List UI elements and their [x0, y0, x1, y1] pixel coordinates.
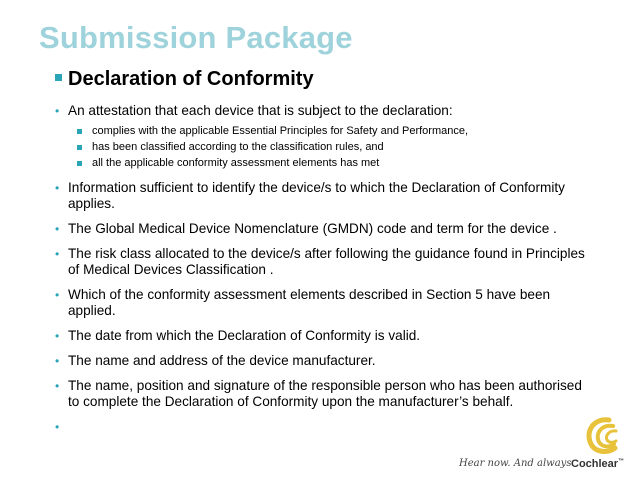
sub-bullet-text: has been classified according to the classification rules, and — [92, 141, 384, 153]
bullet-line: of Medical Devices Classification . — [68, 262, 274, 277]
sub-bullet-item — [50, 155, 620, 171]
trademark-symbol: ™ — [618, 458, 625, 465]
bullet-item — [50, 353, 620, 369]
bullet-dot-icon: • — [55, 247, 60, 261]
square-bullet-icon — [77, 145, 82, 150]
bullet-item — [50, 221, 620, 237]
bullet-item — [50, 287, 620, 319]
subtitle-text: Declaration of Conformity — [68, 68, 314, 90]
brand-footer — [455, 408, 638, 479]
slide-title: Submission Package — [39, 20, 353, 55]
sub-bullet-text: complies with the applicable Essential Principles for Safety and Performance, — [92, 125, 469, 137]
bullet-item — [50, 378, 620, 410]
bullet-item — [50, 103, 620, 119]
bullet-dot-icon: • — [55, 329, 60, 343]
square-bullet-icon — [77, 161, 82, 166]
bullet-line: to complete the Declaration of Conformity upon the manufacturer’s behalf. — [68, 394, 514, 409]
bullet-dot-icon: • — [55, 181, 60, 195]
bullet-line: applied. — [68, 303, 116, 318]
bullet-item — [50, 328, 620, 344]
bullet-line: Which of the conformity assessment elements described in Section 5 have been — [68, 287, 551, 302]
bullet-line: The date from which the Declaration of Conformity is valid. — [68, 328, 421, 343]
sub-bullet-item — [50, 123, 620, 139]
bullet-dot-icon: • — [55, 379, 60, 393]
square-bullet-icon — [55, 74, 62, 81]
brand-name — [571, 458, 624, 470]
bullet-line: Information sufficient to identify the device/s to which the Declaration of Conformity — [68, 180, 565, 195]
bullet-item — [50, 180, 620, 212]
bullet-line: applies. — [68, 196, 115, 211]
bullet-item — [50, 246, 620, 278]
brand-name-text: Cochlear — [571, 458, 619, 470]
bullet-text: An attestation that each device that is subject to the declaration: — [68, 103, 453, 118]
bullet-line: The name and address of the device manufacturer. — [68, 353, 376, 368]
bullet-line: The risk class allocated to the device/s after following the guidance found in Principles — [68, 246, 585, 261]
bullet-dot-icon: • — [55, 104, 60, 118]
sub-bullet-text: all the applicable conformity assessment elements has met — [92, 157, 380, 169]
slide-subtitle — [55, 68, 314, 91]
bullet-dot-icon: • — [55, 222, 60, 236]
bullet-dot-icon: • — [55, 288, 60, 302]
bullet-line: The name, position and signature of the responsible person who has been authorised — [68, 378, 582, 393]
square-bullet-icon — [77, 129, 82, 134]
bullet-dot-icon: • — [55, 420, 60, 434]
sub-bullet-item — [50, 139, 620, 155]
bullet-dot-icon: • — [55, 354, 60, 368]
bullet-line: The Global Medical Device Nomenclature (GMDN) code and term for the device . — [68, 221, 557, 236]
bullet-list — [50, 103, 620, 434]
cochlear-swirl-logo-icon — [579, 412, 627, 458]
brand-tagline: Hear now. And always — [459, 458, 572, 469]
